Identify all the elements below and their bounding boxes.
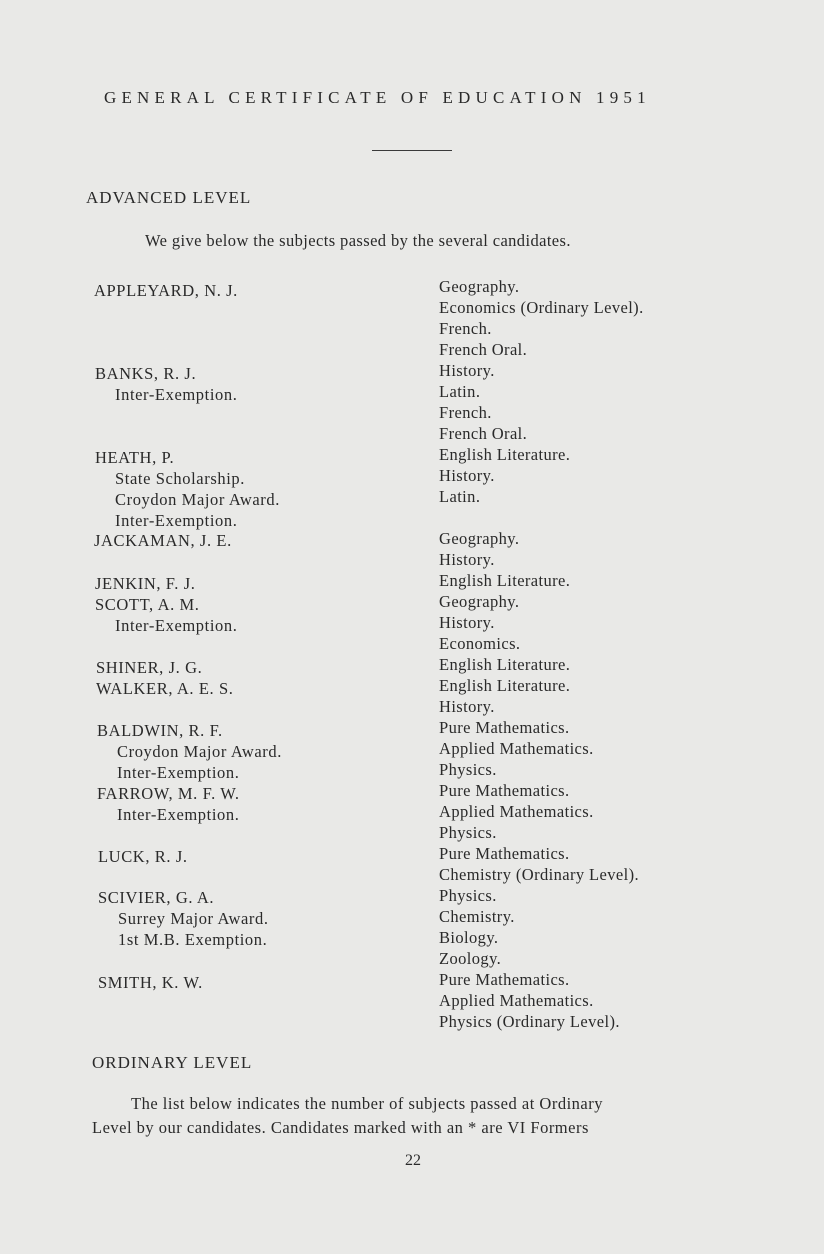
candidate-note: Surrey Major Award. xyxy=(118,909,269,928)
subject-line: Latin. xyxy=(439,382,481,401)
subject-line: Applied Mathematics. xyxy=(439,802,594,821)
subject-line: Latin. xyxy=(439,487,481,506)
candidate-scivier xyxy=(98,887,269,950)
subject-line: Pure Mathematics. xyxy=(439,970,570,989)
candidate-name: SHINER, J. G. xyxy=(96,658,203,677)
subject-line: French. xyxy=(439,403,492,422)
subject-line: Pure Mathematics. xyxy=(439,844,570,863)
candidate-farrow xyxy=(97,783,240,825)
candidate-name: JACKAMAN, J. E. xyxy=(94,531,232,550)
candidate-jackaman xyxy=(94,530,232,551)
page-header: GENERAL CERTIFICATE OF EDUCATION 1951 xyxy=(104,88,651,107)
advanced-level-intro: We give below the subjects passed by the several candidates. xyxy=(145,231,571,250)
subject-line: Economics. xyxy=(439,634,521,653)
candidate-note: Inter-Exemption. xyxy=(117,763,240,782)
subject-line xyxy=(439,507,644,528)
page-number: 22 xyxy=(405,1152,421,1169)
subjects-column xyxy=(439,276,644,1032)
candidate-jenkin xyxy=(95,573,195,594)
candidate-name: BANKS, R. J. xyxy=(95,364,197,383)
candidate-luck xyxy=(98,846,188,867)
subject-line: History. xyxy=(439,361,495,380)
subject-line: Applied Mathematics. xyxy=(439,739,594,758)
candidate-banks xyxy=(95,363,237,405)
candidate-name: SCOTT, A. M. xyxy=(95,595,200,614)
candidate-note: State Scholarship. xyxy=(115,469,245,488)
subject-line: Geography. xyxy=(439,277,520,296)
candidate-name: FARROW, M. F. W. xyxy=(97,784,240,803)
subject-line: Physics (Ordinary Level). xyxy=(439,1012,620,1031)
subject-line: Physics. xyxy=(439,823,497,842)
candidate-baldwin xyxy=(97,720,282,783)
candidate-note: Croydon Major Award. xyxy=(117,742,282,761)
candidate-note: Inter-Exemption. xyxy=(115,616,238,635)
subject-line: French. xyxy=(439,319,492,338)
subject-line: History. xyxy=(439,697,495,716)
candidate-note: Inter-Exemption. xyxy=(115,511,238,530)
subject-line: Pure Mathematics. xyxy=(439,718,570,737)
subject-line: English Literature. xyxy=(439,445,571,464)
candidate-name: BALDWIN, R. F. xyxy=(97,721,223,740)
subject-line: Economics (Ordinary Level). xyxy=(439,298,644,317)
subject-line: English Literature. xyxy=(439,676,571,695)
candidate-smith xyxy=(98,972,203,993)
subject-line: History. xyxy=(439,613,495,632)
candidate-name: HEATH, P. xyxy=(95,448,175,467)
candidate-name: LUCK, R. J. xyxy=(98,847,188,866)
subject-line: Pure Mathematics. xyxy=(439,781,570,800)
candidate-note: Croydon Major Award. xyxy=(115,490,280,509)
subject-line: Physics. xyxy=(439,886,497,905)
subject-line: History. xyxy=(439,550,495,569)
candidate-walker xyxy=(96,678,233,699)
subject-line: Zoology. xyxy=(439,949,502,968)
subject-line: Chemistry (Ordinary Level). xyxy=(439,865,640,884)
candidate-note: 1st M.B. Exemption. xyxy=(118,930,268,949)
candidate-name: SCIVIER, G. A. xyxy=(98,888,215,907)
candidate-name: JENKIN, F. J. xyxy=(95,574,196,593)
header-rule xyxy=(372,150,452,151)
subject-line: English Literature. xyxy=(439,571,571,590)
candidate-name: SMITH, K. W. xyxy=(98,973,203,992)
candidate-scott xyxy=(95,594,237,636)
candidate-name: APPLEYARD, N. J. xyxy=(94,281,238,300)
subject-line: English Literature. xyxy=(439,655,571,674)
subject-line: French Oral. xyxy=(439,424,528,443)
subject-line: Biology. xyxy=(439,928,499,947)
subject-line: Physics. xyxy=(439,760,497,779)
ordinary-level-intro xyxy=(92,1092,752,1140)
subject-line: French Oral. xyxy=(439,340,528,359)
subject-line: Chemistry. xyxy=(439,907,515,926)
ordinary-level-title: ORDINARY LEVEL xyxy=(92,1053,253,1072)
ordinary-intro-line: The list below indicates the number of subjects passed at Ordinary xyxy=(131,1094,603,1113)
advanced-level-title: ADVANCED LEVEL xyxy=(86,188,252,207)
candidate-note: Inter-Exemption. xyxy=(115,385,238,404)
subject-line: Geography. xyxy=(439,592,520,611)
ordinary-intro-line: Level by our candidates. Candidates marked with an * are VI Formers xyxy=(92,1118,589,1137)
candidate-shiner xyxy=(96,657,202,678)
subject-line: Applied Mathematics. xyxy=(439,991,594,1010)
subject-line: Geography. xyxy=(439,529,520,548)
candidate-heath xyxy=(95,447,280,531)
subject-line: History. xyxy=(439,466,495,485)
candidate-name: WALKER, A. E. S. xyxy=(96,679,234,698)
candidate-appleyard xyxy=(94,280,238,301)
candidate-note: Inter-Exemption. xyxy=(117,805,240,824)
